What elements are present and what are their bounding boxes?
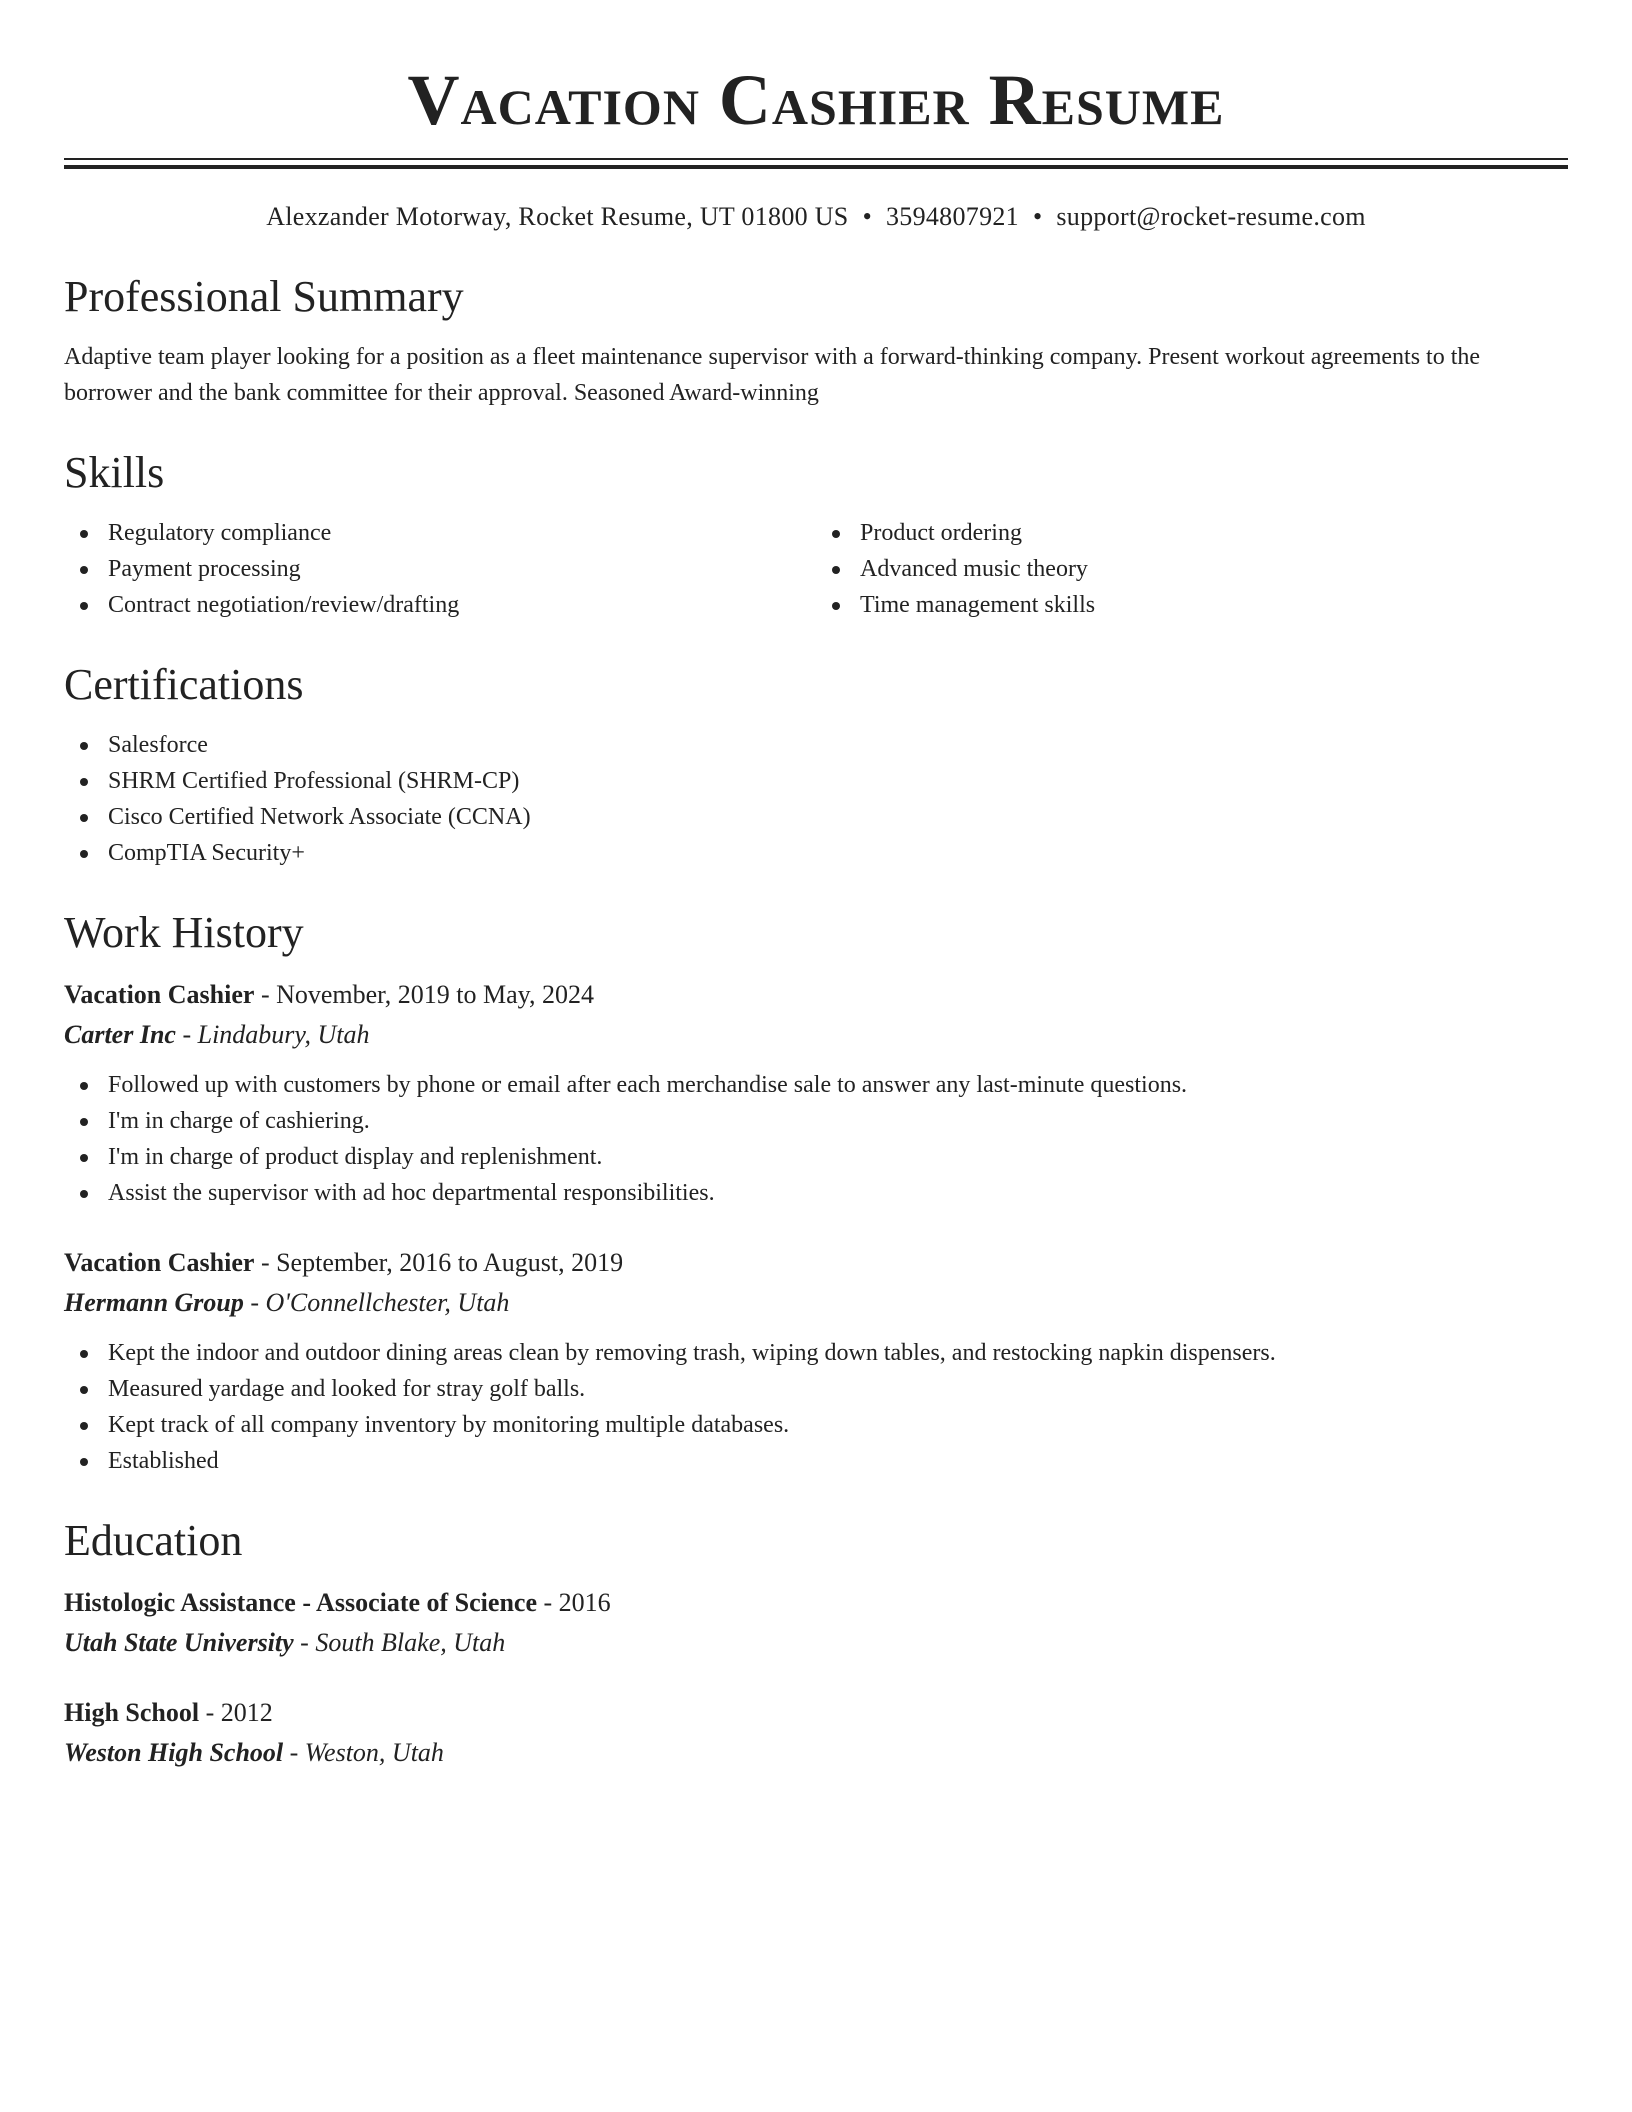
skills-grid	[64, 515, 1568, 623]
job-company-line	[64, 1015, 1568, 1055]
education-school-line	[64, 1623, 1568, 1663]
contact-address: Alexzander Motorway, Rocket Resume, UT 01800 US	[266, 202, 849, 231]
certification-item: Salesforce	[64, 727, 1568, 763]
job-company: Hermann Group	[64, 1288, 244, 1317]
contact-separator: •	[862, 202, 872, 231]
job-title-line	[64, 975, 1568, 1015]
education-school-line	[64, 1733, 1568, 1773]
job-company-line	[64, 1283, 1568, 1323]
skills-heading: Skills	[64, 448, 165, 497]
work-history-section	[64, 905, 1568, 1479]
job-entry	[64, 975, 1568, 1211]
job-dates: - November, 2019 to May, 2024	[254, 980, 594, 1009]
skills-list-left	[64, 515, 816, 623]
job-bullet: I'm in charge of cashiering.	[64, 1103, 1568, 1139]
certifications-section	[64, 657, 1568, 871]
contact-separator: •	[1032, 202, 1043, 231]
job-bullet: Assist the supervisor with ad hoc departmental responsibilities.	[64, 1175, 1568, 1211]
job-title: Vacation Cashier	[64, 980, 255, 1009]
education-heading: Education	[64, 1516, 243, 1565]
job-dates: - September, 2016 to August, 2019	[254, 1248, 624, 1277]
job-title: Vacation Cashier	[64, 1248, 255, 1277]
job-location: - O'Connellchester, Utah	[243, 1288, 510, 1317]
skill-item: Advanced music theory	[816, 551, 1568, 587]
job-bullet: Established	[64, 1443, 1568, 1479]
skill-item: Time management skills	[816, 587, 1568, 623]
education-degree-line	[64, 1693, 1568, 1733]
education-school: Utah State University	[64, 1628, 294, 1657]
job-bullet: I'm in charge of product display and replenishment.	[64, 1139, 1568, 1175]
job-bullet: Measured yardage and looked for stray golf balls.	[64, 1371, 1568, 1407]
education-year: - 2016	[537, 1588, 611, 1617]
education-degree: High School	[64, 1698, 200, 1727]
certification-item: SHRM Certified Professional (SHRM-CP)	[64, 763, 1568, 799]
job-bullets	[64, 1067, 1568, 1211]
skill-item: Payment processing	[64, 551, 816, 587]
education-year: - 2012	[199, 1698, 273, 1727]
skill-item: Product ordering	[816, 515, 1568, 551]
job-entry	[64, 1243, 1568, 1479]
job-bullets	[64, 1335, 1568, 1479]
education-location: - Weston, Utah	[283, 1738, 444, 1767]
education-section	[64, 1513, 1568, 1773]
education-location: - South Blake, Utah	[293, 1628, 506, 1657]
title-rule-thick	[64, 165, 1568, 169]
summary-section	[64, 269, 1568, 411]
summary-text: Adaptive team player looking for a position as a fleet maintenance supervisor with a forward-thinking company. Present workout agreements to the borrower and the bank committee for their approval. Seasoned Award-winning	[64, 344, 1481, 406]
education-entry	[64, 1583, 1568, 1663]
certifications-heading: Certifications	[64, 660, 304, 709]
job-bullet: Kept track of all company inventory by monitoring multiple databases.	[64, 1407, 1568, 1443]
resume-title: Vacation Cashier Resume	[407, 60, 1225, 140]
certifications-list	[64, 727, 1568, 871]
education-school: Weston High School	[64, 1738, 284, 1767]
education-entry	[64, 1693, 1568, 1773]
education-degree: Histologic Assistance - Associate of Science	[64, 1588, 537, 1617]
skill-item: Contract negotiation/review/drafting	[64, 587, 816, 623]
summary-heading: Professional Summary	[64, 272, 464, 321]
certification-item: CompTIA Security+	[64, 835, 1568, 871]
job-bullet: Kept the indoor and outdoor dining areas clean by removing trash, wiping down tables, and restocking napkin dispensers.	[64, 1335, 1568, 1371]
contact-email: support@rocket-resume.com	[1056, 202, 1366, 231]
work-history-heading: Work History	[64, 908, 304, 957]
job-title-line	[64, 1243, 1568, 1283]
certification-item: Cisco Certified Network Associate (CCNA)	[64, 799, 1568, 835]
job-location: - Lindabury, Utah	[175, 1020, 370, 1049]
job-company: Carter Inc	[64, 1020, 176, 1049]
contact-line	[64, 199, 1568, 235]
education-degree-line	[64, 1583, 1568, 1623]
contact-phone: 3594807921	[885, 202, 1019, 231]
skills-list-right	[816, 515, 1568, 623]
skill-item: Regulatory compliance	[64, 515, 816, 551]
skills-section	[64, 445, 1568, 623]
job-bullet: Followed up with customers by phone or email after each merchandise sale to answer any last-minute questions.	[64, 1067, 1568, 1103]
